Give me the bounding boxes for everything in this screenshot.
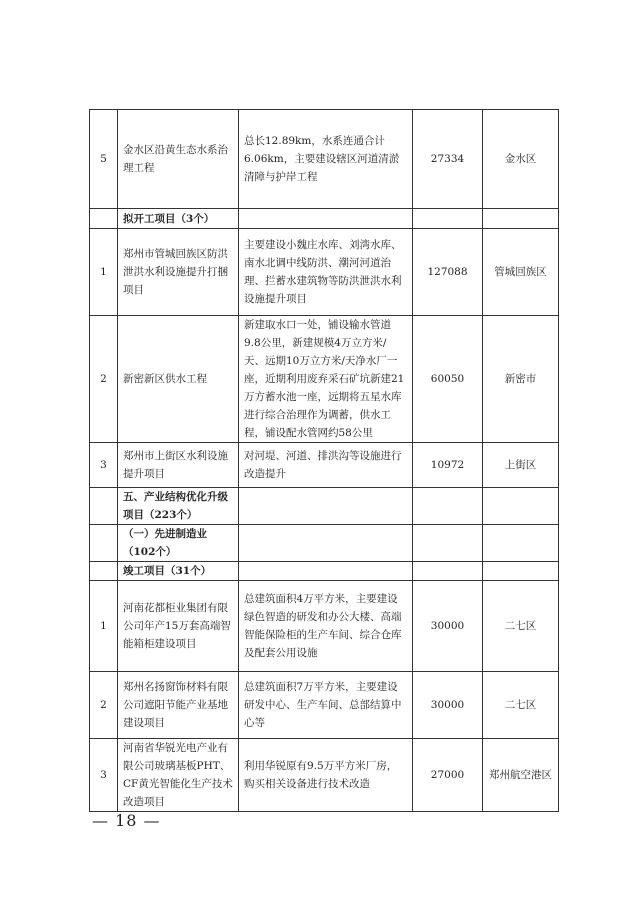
row-number: 1 (90, 229, 118, 316)
empty-cell (90, 488, 118, 525)
empty-cell (239, 209, 413, 229)
section-row (90, 562, 559, 581)
project-name: 郑州市管城回族区防洪泄洪水利设施提升打捆项目 (118, 229, 239, 316)
row-number: 2 (90, 672, 118, 739)
table-row (90, 443, 559, 488)
investment-amount: 10972 (413, 443, 483, 488)
empty-cell (413, 488, 483, 525)
empty-cell (90, 525, 118, 562)
section-title: 拟开工项目（3个） (118, 209, 239, 229)
investment-amount: 27000 (413, 739, 483, 812)
investment-amount: 30000 (413, 672, 483, 739)
table-row (90, 229, 559, 316)
project-location: 金水区 (483, 110, 559, 209)
empty-cell (483, 209, 559, 229)
project-description: 总长12.89km，水系连通合计6.06km，主要建设辖区河道清淤清障与护岸工程 (239, 110, 413, 209)
table-row (90, 316, 559, 443)
empty-cell (90, 562, 118, 581)
empty-cell (413, 525, 483, 562)
empty-cell (413, 562, 483, 581)
project-description: 对河堤、河道、排洪沟等设施进行改造提升 (239, 443, 413, 488)
project-name: 新密新区供水工程 (118, 316, 239, 443)
project-description: 利用华锐原有9.5万平方米厂房，购买相关设备进行技术改造 (239, 739, 413, 812)
section-title: 竣工项目（31个） (118, 562, 239, 581)
project-location: 二七区 (483, 672, 559, 739)
project-description: 主要建设小魏庄水库、刘湾水库、南水北调中线防洪、潮河河道治理、拦蓄水建筑物等防洪泄洪水利设施提升项目 (239, 229, 413, 316)
project-table (89, 109, 559, 812)
empty-cell (239, 562, 413, 581)
project-location: 管城回族区 (483, 229, 559, 316)
section-row (90, 525, 559, 562)
investment-amount: 127088 (413, 229, 483, 316)
page-number: — 18 — (92, 811, 161, 830)
project-location: 上街区 (483, 443, 559, 488)
table-row (90, 672, 559, 739)
empty-cell (413, 209, 483, 229)
section-title: 五、产业结构优化升级项目（223个） (118, 488, 239, 525)
project-name: 河南省华锐光电产业有限公司玻璃基板PHT、CF黄光智能化生产技术改造项目 (118, 739, 239, 812)
empty-cell (483, 525, 559, 562)
table-row (90, 581, 559, 672)
row-number: 5 (90, 110, 118, 209)
row-number: 1 (90, 581, 118, 672)
empty-cell (239, 488, 413, 525)
empty-cell (483, 488, 559, 525)
section-title: （一）先进制造业（102个） (118, 525, 239, 562)
project-location: 郑州航空港区 (483, 739, 559, 812)
project-description: 总建筑面积4万平方米，主要建设绿色智造的研发和办公大楼、高端智能保险柜的生产车间、综合仓库及配套公用设施 (239, 581, 413, 672)
project-name: 河南花都柜业集团有限公司年产15万套高端智能箱柜建设项目 (118, 581, 239, 672)
project-location: 新密市 (483, 316, 559, 443)
project-name: 郑州市上街区水利设施提升项目 (118, 443, 239, 488)
project-description: 总建筑面积7万平方米，主要建设研发中心、生产车间、总部结算中心等 (239, 672, 413, 739)
project-name: 郑州名扬窗饰材料有限公司遮阳节能产业基地建设项目 (118, 672, 239, 739)
empty-cell (483, 562, 559, 581)
empty-cell (239, 525, 413, 562)
empty-cell (90, 209, 118, 229)
investment-amount: 27334 (413, 110, 483, 209)
table-row (90, 739, 559, 812)
project-location: 二七区 (483, 581, 559, 672)
row-number: 3 (90, 739, 118, 812)
table-row (90, 110, 559, 209)
row-number: 2 (90, 316, 118, 443)
investment-amount: 60050 (413, 316, 483, 443)
section-row (90, 488, 559, 525)
row-number: 3 (90, 443, 118, 488)
section-row (90, 209, 559, 229)
project-description: 新建取水口一处，铺设输水管道9.8公里，新建规模4万立方米/天、远期10万立方米/天净水厂一座，近期利用废弃采石矿坑新建21万方蓄水池一座，远期将五星水库进行综合治理作为调蓄，供水工程，铺设配水管网约58公里 (239, 316, 413, 443)
project-name: 金水区沿黄生态水系治理工程 (118, 110, 239, 209)
investment-amount: 30000 (413, 581, 483, 672)
